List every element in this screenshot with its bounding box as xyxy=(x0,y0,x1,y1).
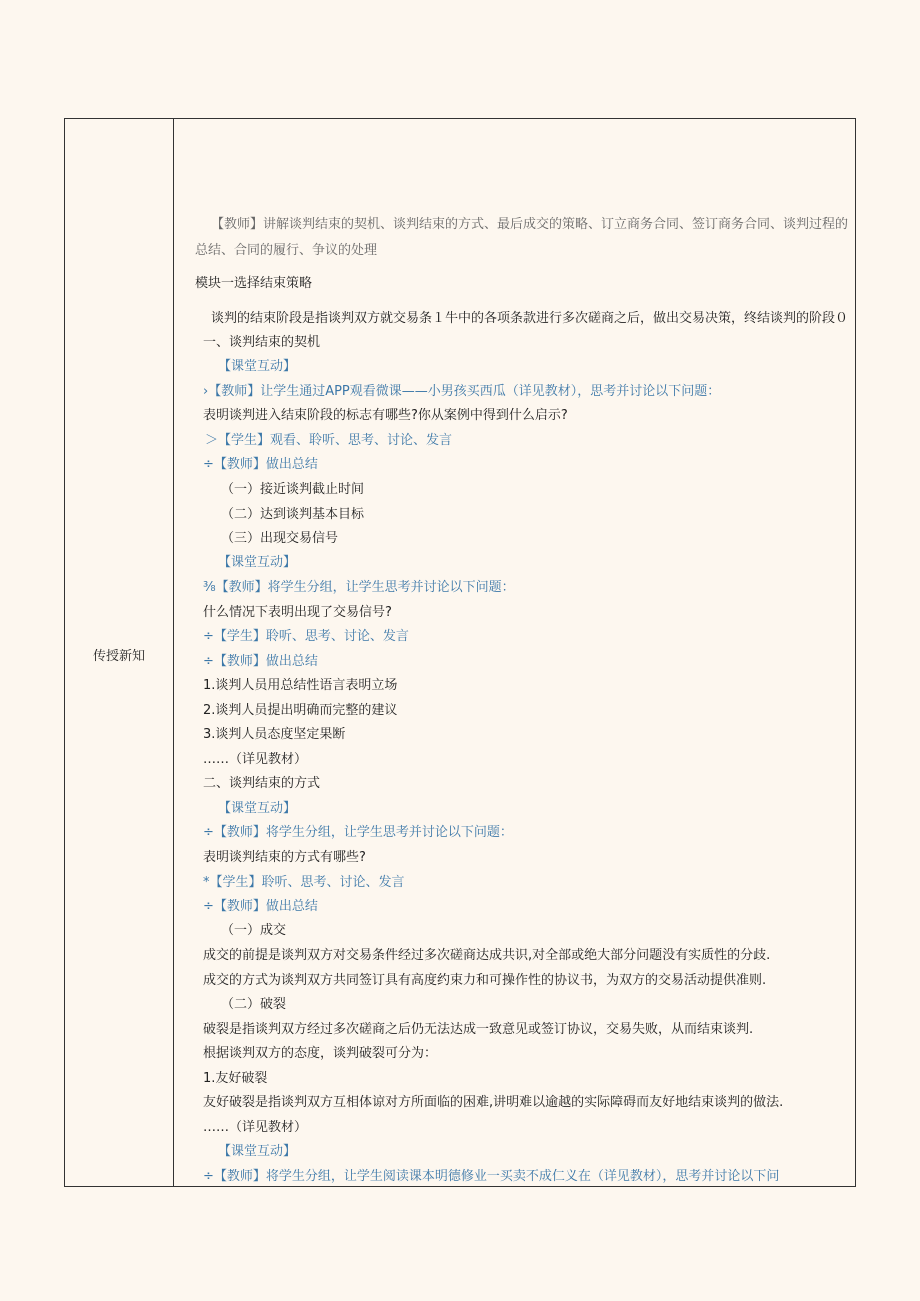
see-textbook-note: ……（详见教材） xyxy=(203,1120,308,1135)
paragraph: 友好破裂是指谈判双方互相体谅对方所面临的困难,讲明难以逾越的实际障碍而友好地结束谈判的做法. xyxy=(203,1095,784,1110)
question: 表明谈判结束的方式有哪些? xyxy=(203,850,366,865)
paragraph: 根据谈判双方的态度，谈判破裂可分为： xyxy=(203,1046,438,1061)
section-heading: 二、谈判结束的方式 xyxy=(203,776,321,791)
list-item: 1.友好破裂 xyxy=(203,1071,268,1086)
question: 什么情况下表明出现了交易信号? xyxy=(203,605,392,620)
list-item: （一）接近谈判截止时间 xyxy=(221,482,365,497)
module-title: 模块一选择结束策略 xyxy=(195,276,313,291)
section-heading: 一、谈判结束的契机 xyxy=(203,335,321,350)
teacher-instruction: ›【教师】让学生通过APP观看微课——小男孩买西瓜（详见教材），思考并讨论以下问题： xyxy=(203,384,721,399)
teacher-summary: ÷【教师】做出总结 xyxy=(203,899,318,914)
list-item: 1.谈判人员用总结性语言表明立场 xyxy=(203,678,398,693)
list-item: 3.谈判人员态度坚定果断 xyxy=(203,727,346,742)
paragraph: 谈判的结束阶段是指谈判双方就交易条１牛中的各项条款进行多次磋商之后，做出交易决策，终结谈判的阶段０ xyxy=(211,311,849,326)
classroom-interaction-label: 【课堂互动】 xyxy=(218,555,297,570)
classroom-interaction-label: 【课堂互动】 xyxy=(218,359,297,374)
student-activity: ÷【学生】聆听、思考、讨论、发言 xyxy=(203,629,409,644)
list-item: （二）破裂 xyxy=(221,997,287,1012)
teacher-summary: ÷【教师】做出总结 xyxy=(203,457,318,472)
teacher-instruction: ÷【教师】将学生分组，让学生思考并讨论以下问题： xyxy=(203,825,513,840)
paragraph: 成交的方式为谈判双方共同签订具有高度约束力和可操作性的协议书，为双方的交易活动提供准则. xyxy=(203,973,767,988)
list-item: 2.谈判人员提出明确而完整的建议 xyxy=(203,703,398,718)
row-label-cell xyxy=(65,119,174,1186)
teacher-summary: ÷【教师】做出总结 xyxy=(203,654,318,669)
list-item: （一）成交 xyxy=(221,923,287,938)
row-label: 传授新知 xyxy=(92,649,145,664)
student-activity: *【学生】聆听、思考、讨论、发言 xyxy=(203,875,405,890)
paragraph: 破裂是指谈判双方经过多次磋商之后仍无法达成一致意见或签订协议，交易失败，从而结束谈判. xyxy=(203,1022,754,1037)
paragraph: 成交的前提是谈判双方对交易条件经过多次磋商达成共识,对全部或绝大部分问题没有实质性的分歧. xyxy=(203,948,771,963)
see-textbook-note: ……（详见教材） xyxy=(203,752,308,767)
teacher-intro-line-2: 总结、合同的履行、争议的处理 xyxy=(195,243,378,258)
classroom-interaction-label: 【课堂互动】 xyxy=(218,801,297,816)
list-item: （二）达到谈判基本目标 xyxy=(221,507,365,522)
classroom-interaction-label: 【课堂互动】 xyxy=(218,1144,297,1159)
student-activity: ＞【学生】观看、聆听、思考、讨论、发言 xyxy=(205,433,453,448)
teacher-instruction: ÷【教师】将学生分组，让学生阅读课本明德修业一买卖不成仁义在（详见教材），思考并讨论以下问 xyxy=(203,1169,780,1184)
list-item: （三）出现交易信号 xyxy=(221,531,339,546)
question: 表明谈判进入结束阶段的标志有哪些?你从案例中得到什么启示? xyxy=(203,408,568,423)
teacher-intro-line-1: 【教师】讲解谈判结束的契机、谈判结束的方式、最后成交的策略、订立商务合同、签订商务合同、谈判过程的 xyxy=(211,217,849,232)
teacher-instruction: ⅜【教师】将学生分组，让学生思考并讨论以下问题： xyxy=(203,580,515,595)
